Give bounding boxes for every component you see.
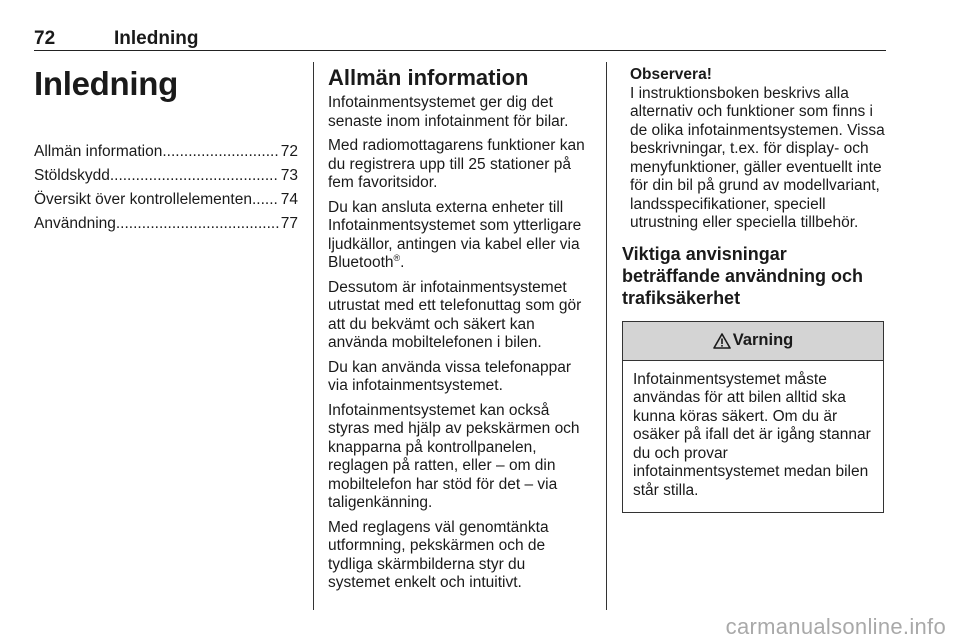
paragraph: Med radiomottagarens funktioner kan du registrera upp till 25 stationer på fem favoritsidor. [328,137,585,191]
toc-entry[interactable] [34,140,298,164]
paragraph [328,199,590,273]
page-number: 72 [34,28,56,49]
trademark-symbol: ® [393,252,401,263]
warning-triangle-icon [713,333,731,349]
paragraph: Infotainmentsystemet kan också styras med hjälp av pekskärmen och knapparna på kontrollpanelen, reglagen på ratten, eller – om din mobiltelefon har stöd för det – via taligenkänning. [328,401,580,511]
table-of-contents [34,140,298,236]
watermark: carmanualsonline.info [725,614,946,639]
page-header [34,28,886,51]
note-text: I instruktionsboken beskrivs alla alternativ och funktioner som finns i de olika infotainmentsystemen. Vissa beskrivningar, t.ex. för display- och menyfunktioner, gäller eventuellt inte för din bil på grund av modellvariant, landsspecifikationer, speciell utrustning eller speciella tillbehör. [630,84,885,231]
toc-label: Användning [34,215,116,232]
chapter-title: Inledning [34,65,178,102]
note-title: Observera! [630,66,712,83]
toc-label: Översikt över kontrollelementen [34,191,252,208]
middle-column [328,64,590,599]
toc-label: Allmän information [34,143,163,160]
toc-entry[interactable] [34,188,298,212]
left-column [34,64,298,236]
paragraph: Du kan använda vissa telefonappar via infotainmentsystemet. [328,358,571,394]
paragraph-period: . [400,254,405,271]
paragraph-text: Du kan ansluta externa enheter till Infotainmentsystemet som ytterligare ljudkällor, antingen via kabel eller via Bluetooth [328,198,582,271]
right-column [622,64,886,513]
toc-label: Stöldskydd [34,167,110,184]
running-title: Inledning [114,28,199,49]
toc-page-number: 72 [280,143,298,160]
toc-page-number: 73 [280,167,298,184]
toc-entry[interactable] [34,164,298,188]
safety-heading: Viktiga anvisningar beträffande användning och trafiksäkerhet [622,243,864,308]
column-divider [313,62,314,610]
toc-leader-dots [252,188,279,212]
warning-label: Varning [732,331,794,349]
paragraph: Med reglagens väl genomtänkta utformning, pekskärmen och de tydliga skärmbilderna styr du systemet enkelt och intuitivt. [328,518,549,591]
paragraph: Dessutom är infotainmentsystemet utrustat med ett telefonuttag som gör att du bekvämt och säkert kan använda mobiltelefonen i bilen. [328,278,582,351]
toc-leader-dots [162,140,278,164]
section-title: Allmän information [328,65,529,90]
paragraph: Infotainmentsystemet ger dig det senaste inom infotainment för bilar. [328,94,569,130]
toc-leader-dots [116,212,279,236]
column-divider [606,62,607,610]
warning-box [622,321,884,514]
warning-text: Infotainmentsystemet måste användas för att bilen alltid ska kunna köras säkert. Om du är osäker på ifall det är igång stannar du och provar infotainmentsystemet medan bilen står stilla. [633,370,871,499]
toc-page-number: 74 [280,191,298,208]
toc-entry[interactable] [34,212,298,236]
warning-header [623,322,883,361]
toc-page-number: 77 [280,215,298,232]
toc-leader-dots [110,164,279,188]
